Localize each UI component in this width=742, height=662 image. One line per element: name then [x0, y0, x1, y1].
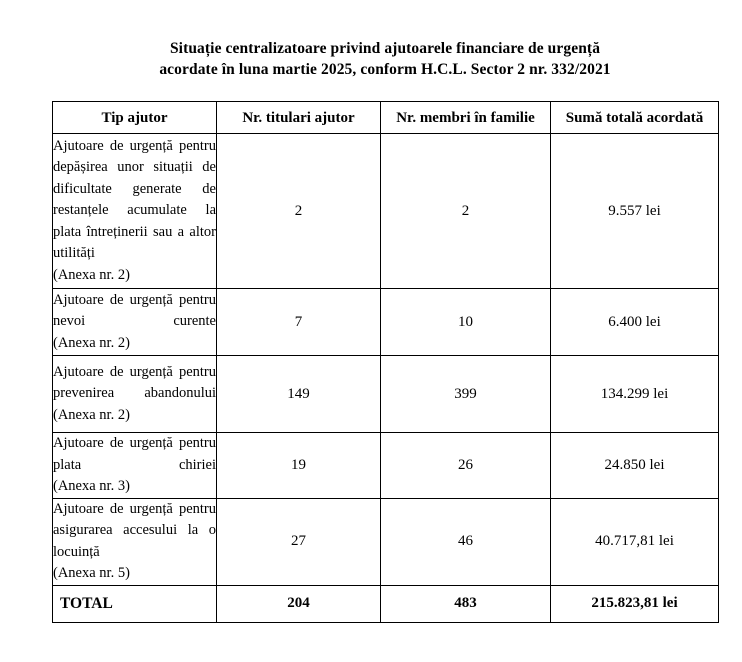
aid-description: Ajutoare de urgență pentru nevoi curente: [53, 291, 216, 330]
aid-description: Ajutoare de urgență pentru plata chiriei: [53, 435, 216, 473]
cell-holders: 2: [217, 134, 381, 289]
table-row: [53, 356, 719, 433]
column-header-total-amount: Sumă totală acordată: [551, 102, 719, 134]
aid-annex: (Anexa nr. 2): [53, 266, 130, 283]
cell-family-members: 2: [381, 134, 551, 289]
aid-annex: (Anexa nr. 5): [53, 565, 130, 581]
report-table-container: [52, 101, 718, 623]
cell-total-amount: 9.557 lei: [551, 134, 719, 289]
cell-total-amount: 24.850 lei: [551, 433, 719, 499]
column-header-family-members: Nr. membri în familie: [381, 102, 551, 134]
aid-description: Ajutoare de urgență pentru depășirea unor situații de dificultate generate de restanțele acumulate la plata întreținerii sau a altor utilități: [53, 137, 216, 262]
aid-annex: (Anexa nr. 2): [53, 334, 130, 351]
cell-total-family-members: 483: [381, 585, 551, 622]
table-row: [53, 498, 719, 585]
table-header: [53, 102, 719, 134]
page-title-line-1: Situație centralizatoare privind ajutoarele financiare de urgență: [169, 40, 601, 57]
cell-family-members: 26: [381, 433, 551, 499]
page-title: [52, 38, 718, 80]
table-body: [53, 134, 719, 623]
cell-total-amount: 134.299 lei: [551, 356, 719, 433]
table-header-row: [53, 102, 719, 134]
aid-description: Ajutoare de urgență pentru prevenirea abandonului: [53, 363, 216, 402]
cell-total-amount: 40.717,81 lei: [551, 498, 719, 585]
aid-annex: (Anexa nr. 2): [53, 406, 130, 423]
cell-type: [53, 433, 217, 499]
table-total-row: [53, 585, 719, 622]
cell-type: [53, 498, 217, 585]
cell-total-label: TOTAL: [53, 585, 217, 622]
cell-total-holders: 204: [217, 585, 381, 622]
report-table: [52, 101, 719, 623]
cell-type: [53, 134, 217, 289]
cell-holders: 27: [217, 498, 381, 585]
cell-family-members: 10: [381, 289, 551, 356]
cell-type: [53, 289, 217, 356]
table-row: [53, 289, 719, 356]
page-title-line-2: acordate în luna martie 2025, conform H.C.L. Sector 2 nr. 332/2021: [159, 61, 611, 78]
table-row: [53, 433, 719, 499]
cell-holders: 149: [217, 356, 381, 433]
column-header-type: Tip ajutor: [53, 102, 217, 134]
cell-holders: 7: [217, 289, 381, 356]
cell-total-amount-sum: 215.823,81 lei: [551, 585, 719, 622]
cell-family-members: 46: [381, 498, 551, 585]
column-header-holders: Nr. titulari ajutor: [217, 102, 381, 134]
cell-family-members: 399: [381, 356, 551, 433]
cell-total-amount: 6.400 lei: [551, 289, 719, 356]
aid-annex: (Anexa nr. 3): [53, 478, 130, 494]
cell-holders: 19: [217, 433, 381, 499]
table-row: [53, 134, 719, 289]
cell-type: [53, 356, 217, 433]
aid-description: Ajutoare de urgență pentru asigurarea accesului la o locuință: [53, 500, 216, 560]
